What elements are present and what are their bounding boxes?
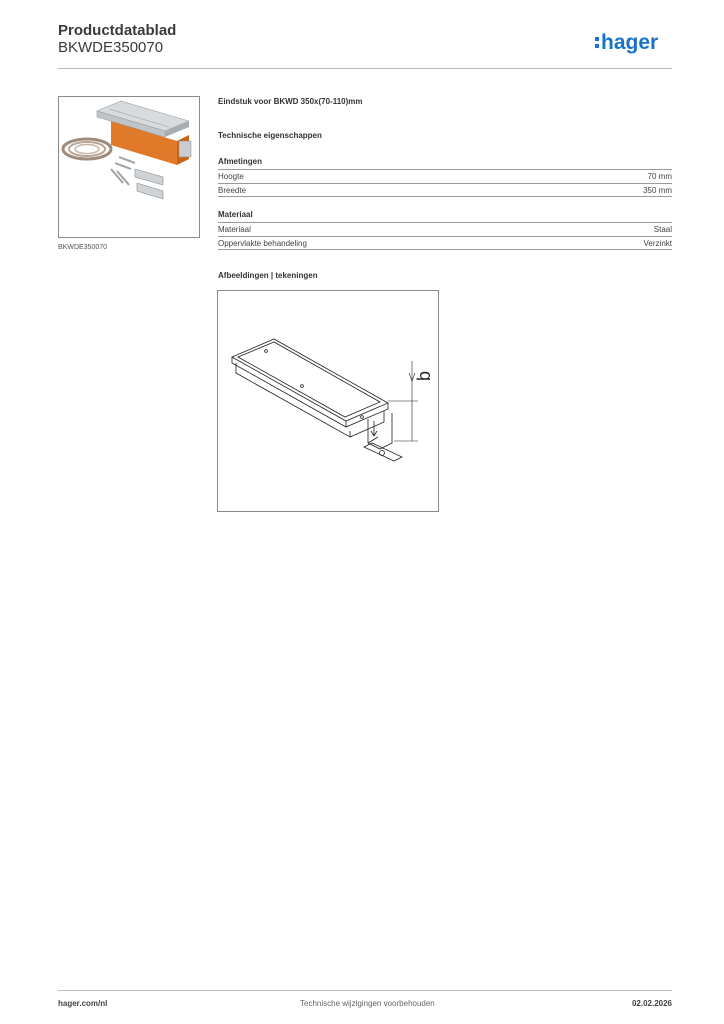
product-photo-caption: BKWDE350070 [58,244,108,251]
spec-value: Verzinkt [643,239,672,248]
spec-label: Oppervlakte behandeling [218,239,307,248]
specs-section-title: Technische eigenschappen [218,131,322,140]
spec-row [218,169,672,183]
product-description: Eindstuk voor BKWD 350x(70-110)mm [218,97,363,106]
dimension-label: b [414,370,434,381]
page-title: Productdatablad [58,22,177,39]
spec-group-divider [218,249,672,250]
spec-group-title: Afmetingen [218,157,262,166]
drawings-section-title: Afbeeldingen | tekeningen [218,271,318,280]
spec-label: Breedte [218,186,247,195]
footer-website: hager.com/nl [58,999,108,1008]
product-photo [58,96,200,238]
spec-label: Hoogte [218,172,244,181]
spec-value: 350 mm [643,186,672,195]
hager-logo [594,29,674,55]
footer-divider [58,990,672,991]
spec-row [218,236,672,250]
spec-value: 70 mm [647,172,672,181]
spec-value: Staal [653,225,672,234]
spec-row [218,222,672,236]
spec-group-divider [218,196,672,197]
product-code-heading: BKWDE350070 [58,39,164,56]
header-divider [58,68,672,69]
spec-label: Materiaal [218,225,251,234]
svg-text:hager: hager [601,31,659,54]
footer-date: 02.02.2026 [631,999,672,1008]
spec-row [218,183,672,197]
technical-drawing [217,290,439,512]
spec-group-title: Materiaal [218,210,253,219]
footer-disclaimer: Technische wijzigingen voorbehouden [300,999,435,1008]
